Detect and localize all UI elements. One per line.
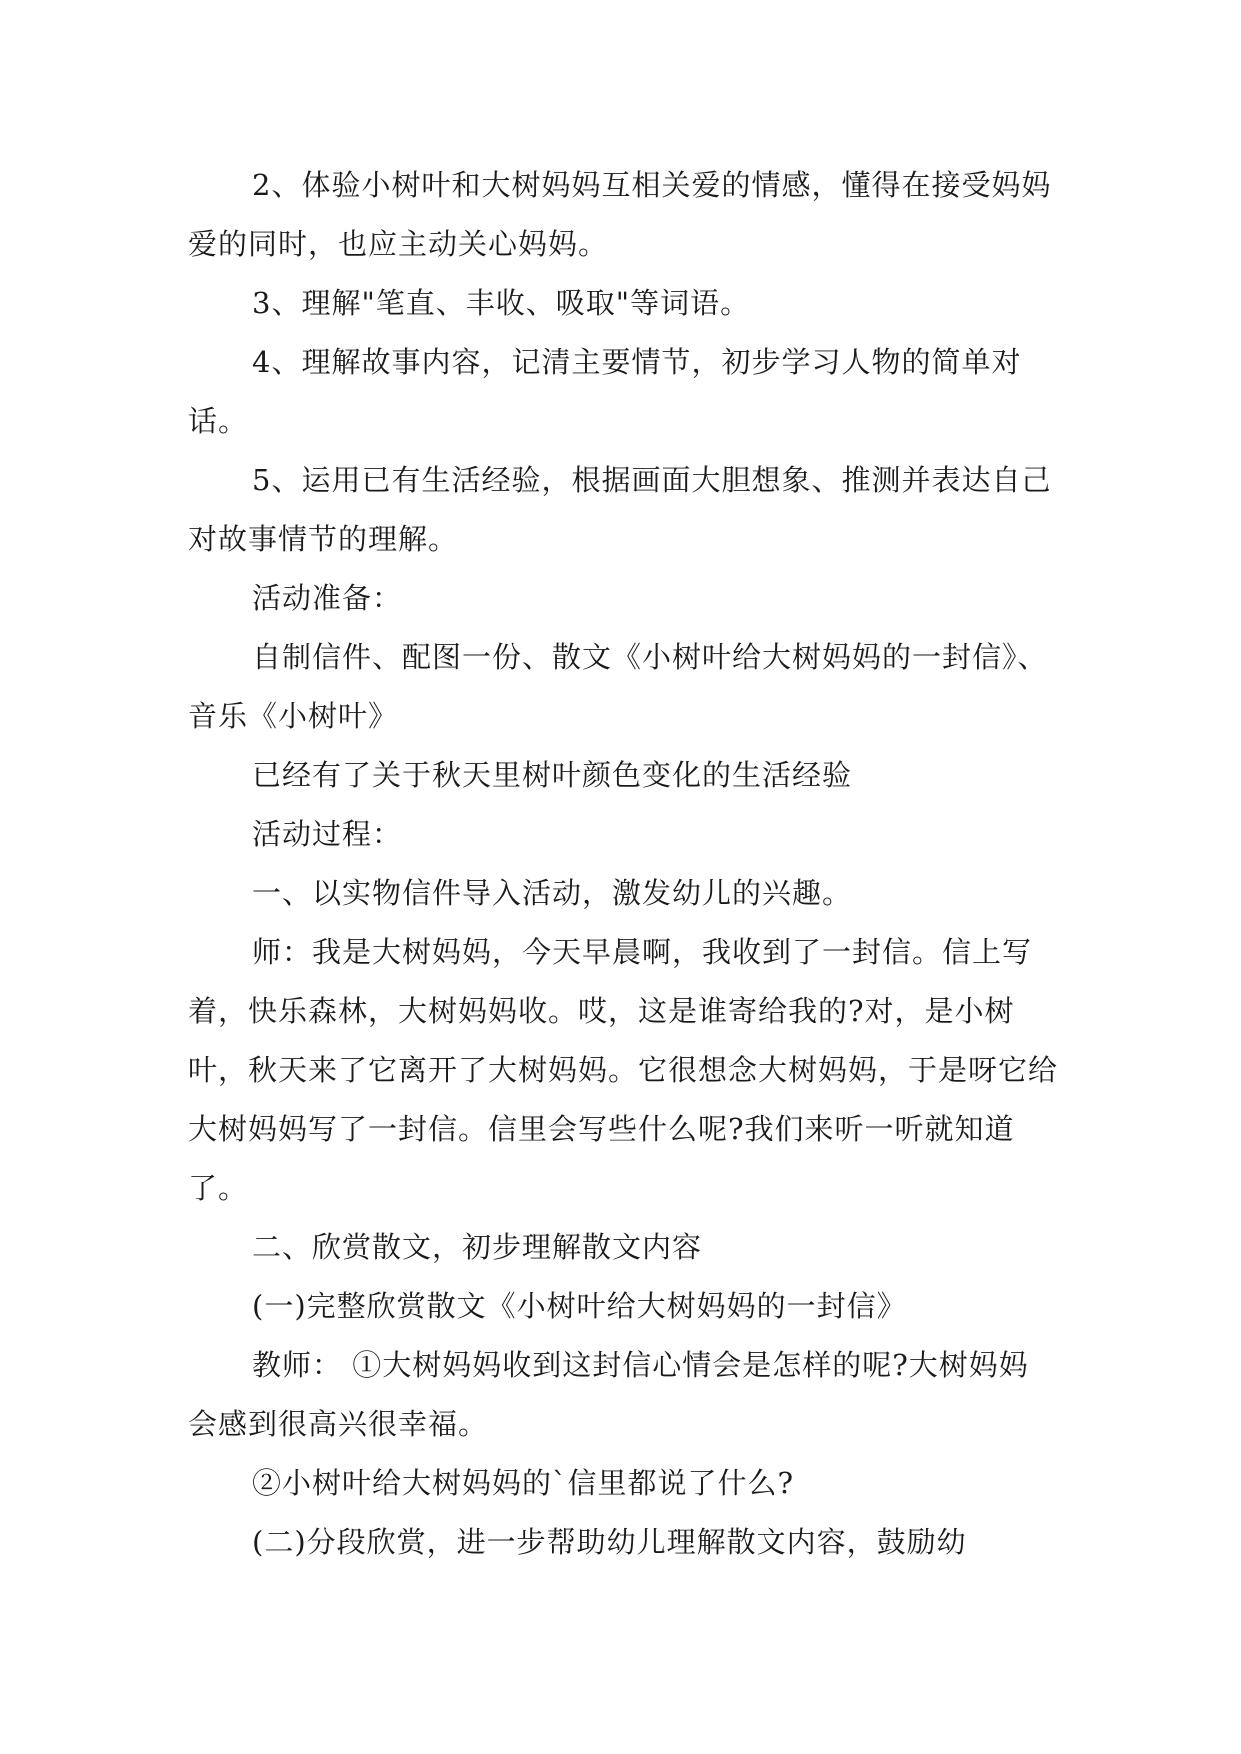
section-heading-preparation: 活动准备： — [252, 581, 403, 615]
document-body — [188, 156, 1058, 1572]
section-heading-process: 活动过程： — [252, 817, 403, 851]
paragraph-teacher-intro: 师：我是大树妈妈，今天早晨啊，我收到了一封信。信上写着，快乐森林，大树妈妈收。哎，这是谁寄给我的?对，是小树叶，秋天来了它离开了大树妈妈。它很想念大树妈妈，于是呀它给大树妈妈写了一封信。信里会写些什么呢?我们来听一听就知道了。 — [188, 935, 1059, 1205]
paragraph-teacher-question-2: ②小树叶给大树妈妈的`信里都说了什么? — [252, 1466, 795, 1500]
paragraph-step-1: 一、以实物信件导入活动，激发幼儿的兴趣。 — [252, 876, 853, 910]
paragraph-substep-2: (二)分段欣赏，进一步帮助幼儿理解散文内容，鼓励幼 — [252, 1525, 967, 1559]
paragraph-experience: 已经有了关于秋天里树叶颜色变化的生活经验 — [252, 758, 853, 792]
paragraph-goal-5: 5、运用已有生活经验，根据画面大胆想象、推测并表达自己对故事情节的理解。 — [188, 463, 1052, 556]
paragraph-materials: 自制信件、配图一份、散文《小树叶给大树妈妈的一封信》、音乐《小树叶》 — [188, 640, 1048, 733]
paragraph-step-2: 二、欣赏散文，初步理解散文内容 — [252, 1230, 703, 1264]
paragraph-substep-1: (一)完整欣赏散文《小树叶给大树妈妈的一封信》 — [252, 1289, 907, 1323]
paragraph-goal-2: 2、体验小树叶和大树妈妈互相关爱的情感，懂得在接受妈妈爱的同时，也应主动关心妈妈。 — [188, 168, 1052, 261]
paragraph-teacher-question-1: 教师： ①大树妈妈收到这封信心情会是怎样的呢?大树妈妈会感到很高兴很幸福。 — [188, 1348, 1029, 1441]
paragraph-goal-3: 3、理解"笔直、丰收、吸取"等词语。 — [252, 286, 751, 320]
paragraph-goal-4: 4、理解故事内容，记清主要情节，初步学习人物的简单对话。 — [188, 345, 1022, 438]
